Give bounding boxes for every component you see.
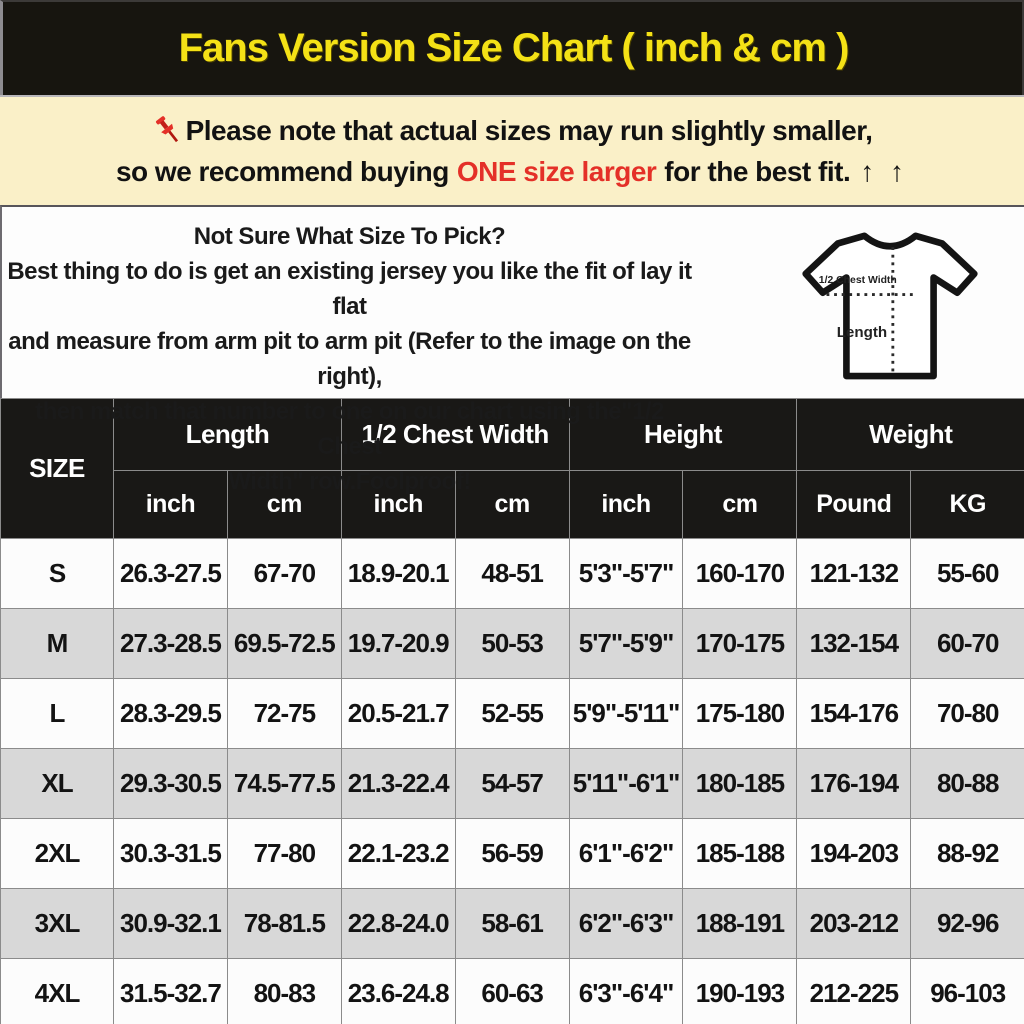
value-cell: 5'3"-5'7" [569,539,683,609]
note-highlight: ONE size larger [456,156,657,187]
instructions-line-3: then match that number to one on our chart using the"1/2 Chest [35,398,664,460]
value-cell: 22.8-24.0 [341,889,455,959]
up-arrows-icon: ↑ ↑ [860,156,909,187]
size-cell: 4XL [1,959,114,1024]
value-cell: 69.5-72.5 [227,609,341,679]
column-group-chest: 1/2 Chest Width [341,399,569,471]
value-cell: 175-180 [683,679,797,749]
value-cell: 190-193 [683,959,797,1024]
value-cell: 6'3"-6'4" [569,959,683,1024]
value-cell: 72-75 [227,679,341,749]
value-cell: 5'11"-6'1" [569,749,683,819]
unit-header-height-cm: cm [683,471,797,539]
value-cell: 30.9-32.1 [114,889,228,959]
value-cell: 96-103 [911,959,1024,1024]
value-cell: 170-175 [683,609,797,679]
value-cell: 50-53 [455,609,569,679]
size-cell: M [1,609,114,679]
size-table-body [1,539,1024,1024]
value-cell: 6'1"-6'2" [569,819,683,889]
value-cell: 31.5-32.7 [114,959,228,1024]
tshirt-outline [806,236,975,376]
column-group-height: Height [569,399,797,471]
tshirt-measurement-diagram [764,215,1016,395]
unit-header-length-cm: cm [227,471,341,539]
size-cell: 2XL [1,819,114,889]
note-text-1: Please note that actual sizes may run slightly smaller, [185,115,873,146]
value-cell: 19.7-20.9 [341,609,455,679]
value-cell: 188-191 [683,889,797,959]
value-cell: 6'2"-6'3" [569,889,683,959]
value-cell: 212-225 [797,959,911,1024]
value-cell: 29.3-30.5 [114,749,228,819]
value-cell: 203-212 [797,889,911,959]
value-cell: 92-96 [911,889,1024,959]
value-cell: 132-154 [797,609,911,679]
size-cell: L [1,679,114,749]
title-bar [0,0,1024,95]
value-cell: 67-70 [227,539,341,609]
value-cell: 185-188 [683,819,797,889]
note-text-2b: for the best fit. [664,156,851,187]
instructions-text [2,207,697,499]
value-cell: 60-70 [911,609,1024,679]
value-cell: 58-61 [455,889,569,959]
instructions-line-4: Width" row.Foolproof! [228,468,471,495]
note-line-1 [152,114,873,148]
column-header-size: SIZE [1,399,114,539]
value-cell: 26.3-27.5 [114,539,228,609]
pushpin-icon [152,114,182,148]
value-cell: 21.3-22.4 [341,749,455,819]
table-row [1,749,1024,819]
value-cell: 194-203 [797,819,911,889]
note-line-2 [116,156,908,188]
value-cell: 52-55 [455,679,569,749]
column-group-weight: Weight [797,399,1024,471]
table-row [1,679,1024,749]
instructions-line-1: Best thing to do is get an existing jersey you like the fit of lay it flat [7,258,692,320]
value-cell: 22.1-23.2 [341,819,455,889]
value-cell: 23.6-24.8 [341,959,455,1024]
table-row [1,609,1024,679]
value-cell: 5'9"-5'11" [569,679,683,749]
page-title: Fans Version Size Chart ( inch & cm ) [178,26,849,70]
value-cell: 176-194 [797,749,911,819]
value-cell: 56-59 [455,819,569,889]
value-cell: 80-88 [911,749,1024,819]
value-cell: 88-92 [911,819,1024,889]
value-cell: 18.9-20.1 [341,539,455,609]
table-row [1,819,1024,889]
value-cell: 78-81.5 [227,889,341,959]
unit-header-weight-kg: KG [911,471,1024,539]
value-cell: 54-57 [455,749,569,819]
instructions-heading: Not Sure What Size To Pick? [193,223,506,250]
value-cell: 27.3-28.5 [114,609,228,679]
table-row [1,889,1024,959]
note-banner [0,95,1024,205]
value-cell: 154-176 [797,679,911,749]
table-row [1,959,1024,1024]
value-cell: 60-63 [455,959,569,1024]
unit-header-length-inch: inch [114,471,228,539]
unit-header-chest-cm: cm [455,471,569,539]
value-cell: 180-185 [683,749,797,819]
value-cell: 5'7"-5'9" [569,609,683,679]
value-cell: 74.5-77.5 [227,749,341,819]
size-cell: XL [1,749,114,819]
chest-label: 1/2 Chest Width [818,275,897,287]
value-cell: 48-51 [455,539,569,609]
value-cell: 80-83 [227,959,341,1024]
column-group-length: Length [114,399,342,471]
note-text-2a: so we recommend buying [115,156,449,187]
value-cell: 121-132 [797,539,911,609]
size-cell: 3XL [1,889,114,959]
unit-header-chest-inch: inch [341,471,455,539]
unit-header-height-inch: inch [569,471,683,539]
size-cell: S [1,539,114,609]
value-cell: 30.3-31.5 [114,819,228,889]
table-row [1,539,1024,609]
value-cell: 55-60 [911,539,1024,609]
value-cell: 28.3-29.5 [114,679,228,749]
length-label: Length [836,324,888,342]
instructions-line-2: and measure from arm pit to arm pit (Refer to the image on the right), [8,328,691,390]
value-cell: 160-170 [683,539,797,609]
value-cell: 70-80 [911,679,1024,749]
value-cell: 77-80 [227,819,341,889]
unit-header-weight-pound: Pound [797,471,911,539]
value-cell: 20.5-21.7 [341,679,455,749]
